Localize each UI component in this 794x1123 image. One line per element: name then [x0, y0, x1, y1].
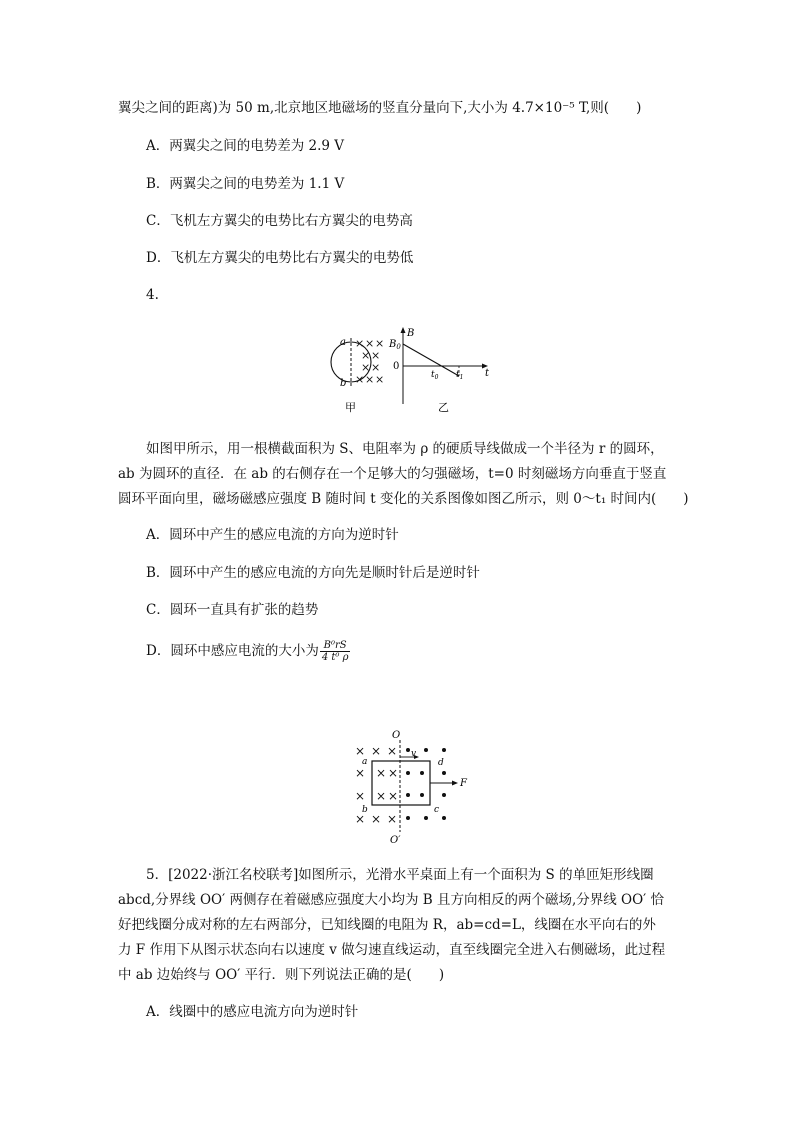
q4-figure	[325, 324, 495, 416]
label-a: a	[340, 337, 346, 348]
b0-label: $B_0$	[389, 339, 401, 351]
svg-text:×: ×	[371, 349, 381, 362]
svg-text:×: ×	[387, 744, 398, 758]
q5-figure	[350, 728, 480, 846]
q4-stem-line-1: 如图甲所示，用一根横截面积为 S、电阻率为 ρ 的硬质导线做成一个半径为 r 的圆环，	[146, 441, 664, 457]
label-o: O	[392, 730, 401, 741]
svg-text:×: ×	[388, 766, 399, 780]
q3-option-c: C．飞机左方翼尖的电势比右方翼尖的电势高	[146, 213, 413, 229]
origin-label: 0	[393, 361, 400, 372]
svg-text:×: ×	[375, 373, 385, 386]
q5-stem-line-2: abcd,分界线 OO′ 两侧存在着磁感应强度大小均为 B 且方向相反的两个磁场,分界线 OO′ 恰	[118, 892, 665, 908]
svg-text:×: ×	[355, 337, 365, 350]
svg-text:×: ×	[361, 349, 371, 362]
axis-t-label: t	[485, 368, 490, 379]
q3-stem-tail: 翼尖之间的距离)为 50 m,北京地区地磁场的竖直分量向下,大小为 4.7×10⁻⁵ T,则( )	[118, 100, 642, 116]
label-o-prime: O′	[390, 835, 401, 846]
q5-stem-line-5: 中 ab 边始终与 OO′ 平行．则下列说法正确的是( )	[118, 967, 445, 983]
label-c: c	[434, 805, 440, 815]
svg-text:×: ×	[355, 812, 366, 826]
svg-text:×: ×	[355, 766, 366, 780]
q4-option-d-prefix: D．圆环中感应电流的大小为	[146, 643, 319, 659]
svg-text:×: ×	[371, 361, 381, 374]
q3-option-a: A．两翼尖之间的电势差为 2.9 V	[146, 138, 345, 154]
label-b: b	[362, 805, 368, 815]
label-v: v	[411, 749, 417, 759]
svg-text:×: ×	[376, 766, 387, 780]
svg-text:×: ×	[365, 337, 375, 350]
q5-stem-line-1: 5．[2022·浙江名校联考]如图所示，光滑水平桌面上有一个面积为 S 的单匝矩形线圈	[146, 867, 654, 883]
q4-option-c: C．圆环一直具有扩张的趋势	[146, 602, 319, 618]
label-a: a	[362, 757, 368, 767]
q5-stem-line-3: 好把线圈分成对称的左右两部分，已知线圈的电阻为 R，ab=cd=L，线圈在水平向右的外	[118, 917, 656, 933]
t1-label: $t_1$	[456, 370, 464, 381]
q3-option-d: D．飞机左方翼尖的电势比右方翼尖的电势低	[146, 250, 414, 266]
q4-number: 4.	[146, 287, 159, 303]
q4-stem-line-3: 圆环平面向里，磁场磁感应强度 B 随时间 t 变化的关系图像如图乙所示，则 0～t₁ 时间内( )	[118, 491, 689, 507]
svg-text:×: ×	[376, 789, 387, 803]
q4-stem-line-2: ab 为圆环的直径．在 ab 的右侧存在一个足够大的匀强磁场，t=0 时刻磁场方向垂直于竖直	[118, 466, 667, 482]
q4-option-b: B．圆环中产生的感应电流的方向先是顺时针后是逆时针	[146, 565, 480, 581]
q4-option-d	[146, 640, 350, 663]
axis-b-label: B	[407, 328, 415, 339]
current-fraction: $\frac{\text{B⁰rS}}{\text{4 t⁰ ρ}}$	[321, 640, 349, 663]
q3-option-b: B．两翼尖之间的电势差为 1.1 V	[146, 176, 345, 192]
svg-text:×: ×	[371, 812, 382, 826]
svg-text:×: ×	[361, 361, 371, 374]
svg-text:×: ×	[365, 373, 375, 386]
svg-text:×: ×	[355, 744, 366, 758]
svg-text:×: ×	[371, 744, 382, 758]
label-d: d	[438, 758, 444, 768]
label-f: F	[460, 778, 467, 789]
q5-stem-line-4: 力 F 作用下从图示状态向右以速度 v 做匀速直线运动，直至线圈完全进入右侧磁场，此过程	[118, 942, 666, 958]
caption-jia: 甲	[345, 401, 356, 414]
svg-text:×: ×	[375, 337, 385, 350]
svg-text:×: ×	[355, 373, 365, 386]
field-crosses	[355, 337, 384, 386]
q5-option-a: A．线圈中的感应电流方向为逆时针	[146, 1004, 359, 1020]
q4-option-a: A．圆环中产生的感应电流的方向为逆时针	[146, 527, 399, 543]
svg-text:×: ×	[387, 812, 398, 826]
t0-label: $t_0$	[431, 370, 439, 381]
label-b: b	[340, 378, 347, 389]
caption-yi: 乙	[438, 401, 449, 414]
svg-text:×: ×	[355, 789, 366, 803]
svg-text:×: ×	[388, 789, 399, 803]
